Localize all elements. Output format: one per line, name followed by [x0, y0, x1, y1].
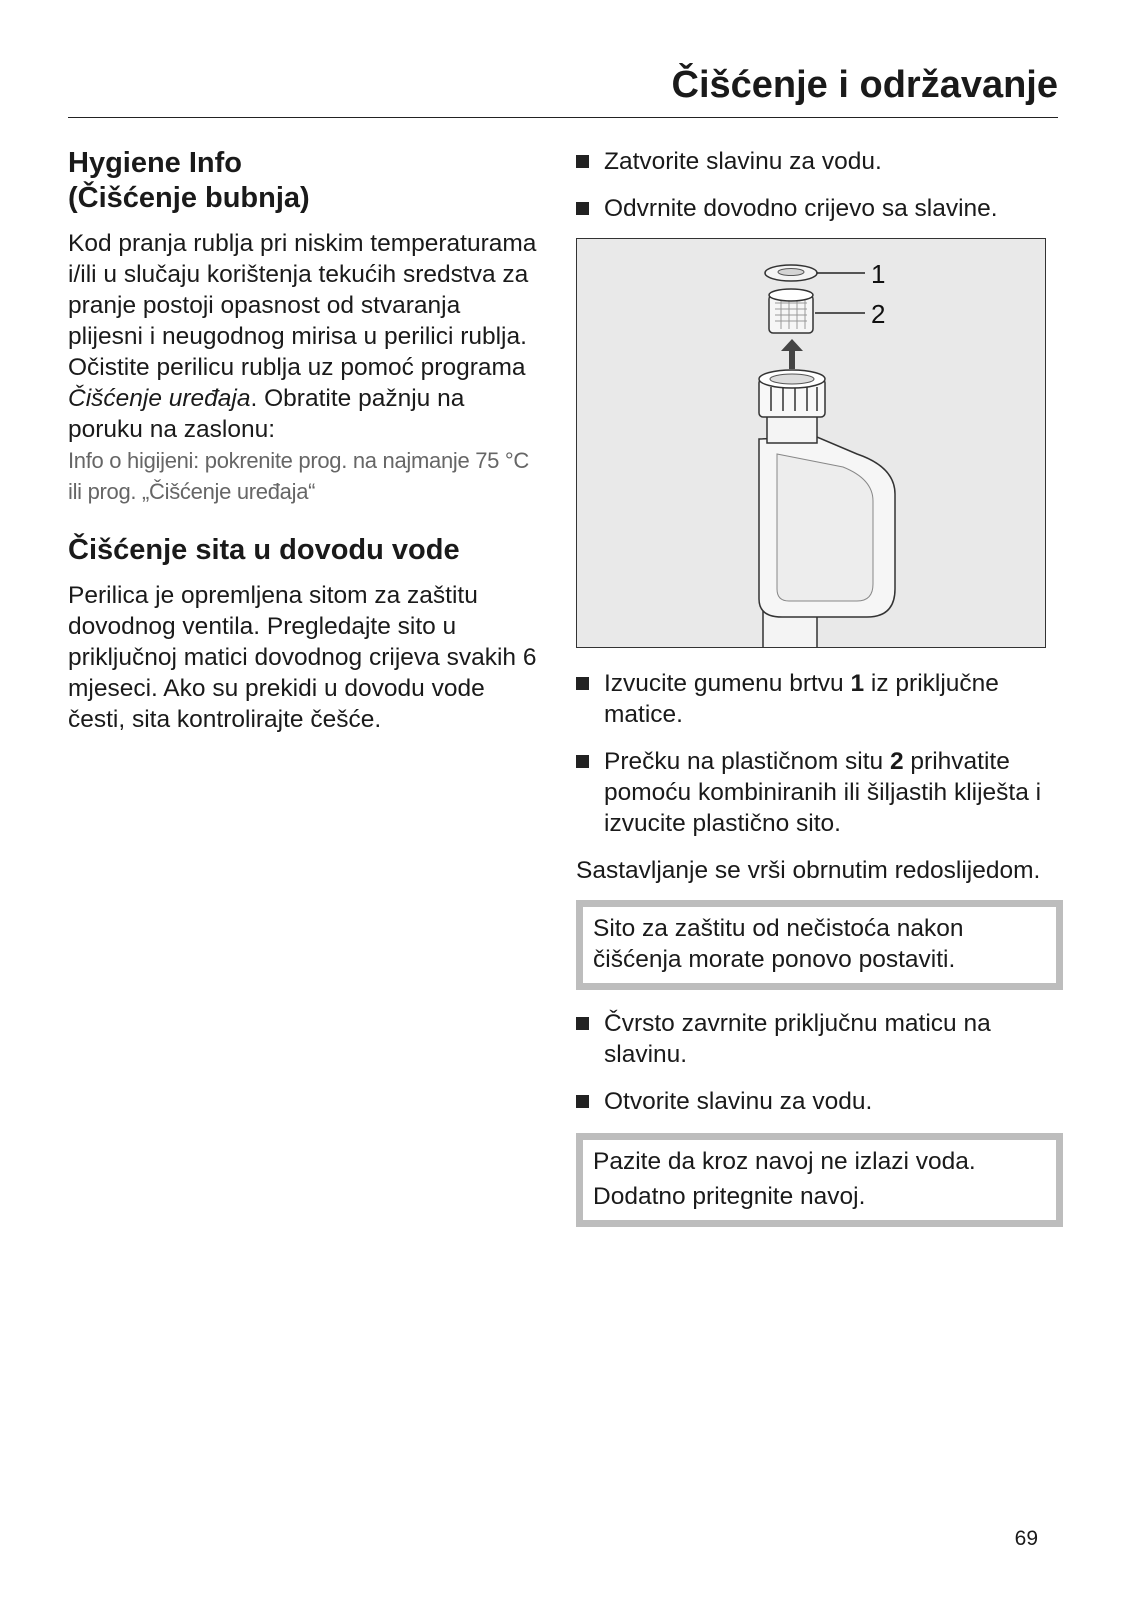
- step-close-tap: Zatvorite slavinu za vodu.: [576, 146, 1056, 177]
- figure-label-2: 2: [871, 299, 886, 329]
- right-column: [576, 146, 1056, 1245]
- hose-filter-illustration: [576, 238, 1046, 648]
- note1-line1: Sito za zaštitu od nečistoća nakon: [593, 915, 964, 942]
- arrow-up-icon: [781, 339, 803, 369]
- step-tighten-nut: Čvrsto zavrnite priključnu maticu na slavinu.: [576, 1008, 1056, 1070]
- figure-label-1: 1: [871, 259, 886, 289]
- header-divider: [68, 117, 1058, 118]
- step-remove-filter-text: Prečku na plastičnom situ: [604, 748, 890, 775]
- filter-top: [769, 289, 813, 301]
- left-column: [68, 146, 538, 735]
- program-name: Čišćenje uređaja: [68, 385, 251, 412]
- page-title: Čišćenje i održavanje: [671, 64, 1058, 106]
- hygiene-paragraph-end: . Obratite pažnju na poruku na zaslonu:: [68, 385, 465, 443]
- display-message: Info o higijeni: pokrenite prog. na najmanje 75 °C ili prog. „Čišćenje uređaja“: [68, 448, 529, 504]
- section-heading-hygiene-info: [68, 146, 538, 216]
- note2-line1: Pazite da kroz navoj ne izlazi voda.: [593, 1148, 976, 1175]
- note-box-check-leak: [576, 1133, 1063, 1227]
- filter-paragraph: Perilica je opremljena sitom za zaštitu dovodnog ventila. Pregledajte sito u priključnoj matici dovodnog crijeva svakih 6 mjeseci. Ako su prekidi u dovodu vode česti, sita kontrolirajte češće.: [68, 582, 537, 733]
- step-remove-washer-end: iz priključne matice.: [604, 670, 999, 728]
- note2-line2: Dodatno pritegnite navoj.: [593, 1183, 866, 1210]
- hygiene-heading-line1: Hygiene Info: [68, 147, 243, 179]
- hygiene-paragraph: [68, 228, 538, 445]
- nut-opening: [770, 374, 814, 384]
- assembly-note: Sastavljanje se vrši obrnutim redoslijedom.: [576, 857, 1041, 884]
- note1-line2: čišćenja morate ponovo postaviti.: [593, 946, 956, 973]
- hygiene-heading-line2: (Čišćenje bubnja): [68, 182, 310, 214]
- step-remove-filter-end: prihvatite pomoću kombiniranih ili šiljastih kliješta i izvucite plastično sito.: [604, 748, 1042, 837]
- step-remove-washer-ref: 1: [850, 670, 865, 697]
- washer-hole: [778, 269, 804, 276]
- connector-body-inner: [777, 454, 873, 601]
- step-remove-filter-ref: 2: [889, 748, 904, 775]
- note-box-refit-filter: [576, 900, 1063, 990]
- step-remove-washer-text: Izvucite gumenu brtvu: [604, 670, 851, 697]
- page-number: 69: [1014, 1527, 1038, 1550]
- step-remove-filter: [576, 746, 1056, 839]
- section-heading-filter-cleaning: Čišćenje sita u dovodu vode: [68, 534, 460, 566]
- step-open-tap: Otvorite slavinu za vodu.: [576, 1086, 1056, 1117]
- step-unscrew-hose: Odvrnite dovodno crijevo sa slavine.: [576, 193, 1056, 224]
- hose-filter-drawing: [577, 239, 1045, 647]
- step-remove-washer: [576, 668, 1056, 730]
- hygiene-paragraph-text: Kod pranja rublja pri niskim temperaturama i/ili u slučaju korištenja tekućih sredstva za pranje postoji opasnost od stvaranja plijesni i neugodnog mirisa u perilici rublja. Očistite perilicu rublja uz pomoć programa: [68, 230, 537, 381]
